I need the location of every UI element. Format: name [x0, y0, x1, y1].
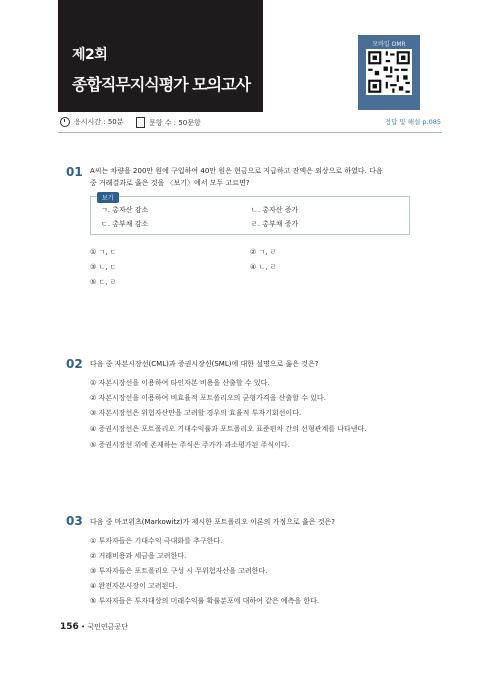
answer-option[interactable]: ③ ㄴ, ㄷ [90, 263, 117, 271]
example-item: ㄹ. 총부채 증가 [251, 220, 299, 228]
question-number-1: 01 [66, 165, 83, 179]
exam-round: 제2회 [72, 47, 108, 63]
example-item: ㄷ. 총부채 감소 [101, 220, 149, 228]
question-text-3: 다음 중 마코위츠(Markowitz)가 제시한 포트폴리오 이론의 가정으로 옳은 것은? [90, 518, 335, 526]
question-text-2: 다음 중 자본시장선(CML)과 증권시장선(SML)에 대한 설명으로 옳은 것은? [90, 360, 319, 368]
answer-option[interactable]: ④ 증권시장선은 포트폴리오 기대수익률과 포트폴리오 표준편차 간의 선형관계를 나타낸다. [90, 425, 367, 433]
answer-option[interactable]: ① 투자자들은 기대수익 극대화를 추구한다. [90, 537, 223, 545]
question-count: 문항 수 : 50문항 [149, 118, 201, 127]
example-item: ㄴ. 총자산 증가 [251, 206, 299, 214]
example-box [90, 196, 410, 235]
example-item: ㄱ. 총자산 감소 [101, 206, 149, 214]
answer-option[interactable]: ⑤ 증권시장선 위에 존재하는 주식은 주가가 과소평가된 주식이다. [90, 441, 290, 449]
answer-option[interactable]: ② 자본시장선을 이용하여 비효율적 포트폴리오의 균형가격을 산출할 수 있다. [90, 394, 326, 402]
mobile-omr-box[interactable] [358, 35, 420, 110]
question-text-1-line1: A씨는 차량을 200만 원에 구입하여 40만 원은 현금으로 지급하고 잔액은 외상으로 하였다. 다음 [90, 167, 383, 175]
question-number-3: 03 [66, 514, 83, 528]
clock-icon [60, 117, 70, 127]
top-divider [58, 132, 442, 133]
publisher-name: • 국민연금공단 [81, 623, 128, 631]
page-footer [60, 622, 128, 632]
example-box-label: 보기 [97, 192, 119, 203]
qr-label: 모바일 OMR [372, 41, 406, 48]
title-banner [58, 0, 263, 112]
answer-option[interactable]: ③ 투자자들은 포트폴리오 구성 시 무위험자산을 고려한다. [90, 567, 268, 575]
answer-reference[interactable]: 정답 및 해설 p.085 [384, 118, 441, 126]
document-icon [136, 117, 145, 128]
answer-option[interactable]: ② ㄱ, ㄹ [250, 248, 277, 256]
exam-time: 응시시간 : 50분 [74, 118, 124, 126]
answer-option[interactable]: ② 거래비용과 세금을 고려한다. [90, 552, 187, 560]
answer-option[interactable]: ④ 완전자본시장이 고려된다. [90, 582, 178, 590]
answer-option[interactable]: ⑤ ㄷ, ㄹ [90, 278, 117, 286]
answer-option[interactable]: ③ 자본시장선은 위험자산만을 고려할 경우의 효율적 투자기회선이다. [90, 409, 302, 417]
question-text-1-line2: 중 거래결과로 옳은 것을 〈보기〉에서 모두 고르면? [90, 179, 250, 187]
answer-option[interactable]: ⑤ 투자자들은 투자대상의 미래수익률 확률분포에 대하여 같은 예측을 한다. [90, 597, 320, 605]
question-text-1 [90, 165, 410, 189]
exam-title: 종합직무지식평가 모의고사 [72, 75, 251, 94]
page-number: 156 [60, 622, 79, 632]
exam-time-info [60, 117, 124, 127]
qr-code-icon[interactable] [366, 49, 412, 95]
question-number-2: 02 [66, 357, 83, 371]
answer-option[interactable]: ④ ㄴ, ㄹ [250, 263, 277, 271]
answer-option[interactable]: ① ㄱ, ㄷ [90, 248, 117, 256]
question-count-info [136, 117, 201, 128]
answer-option[interactable]: ① 자본시장선을 이용하여 타인자본 비용을 산출할 수 있다. [90, 379, 270, 387]
